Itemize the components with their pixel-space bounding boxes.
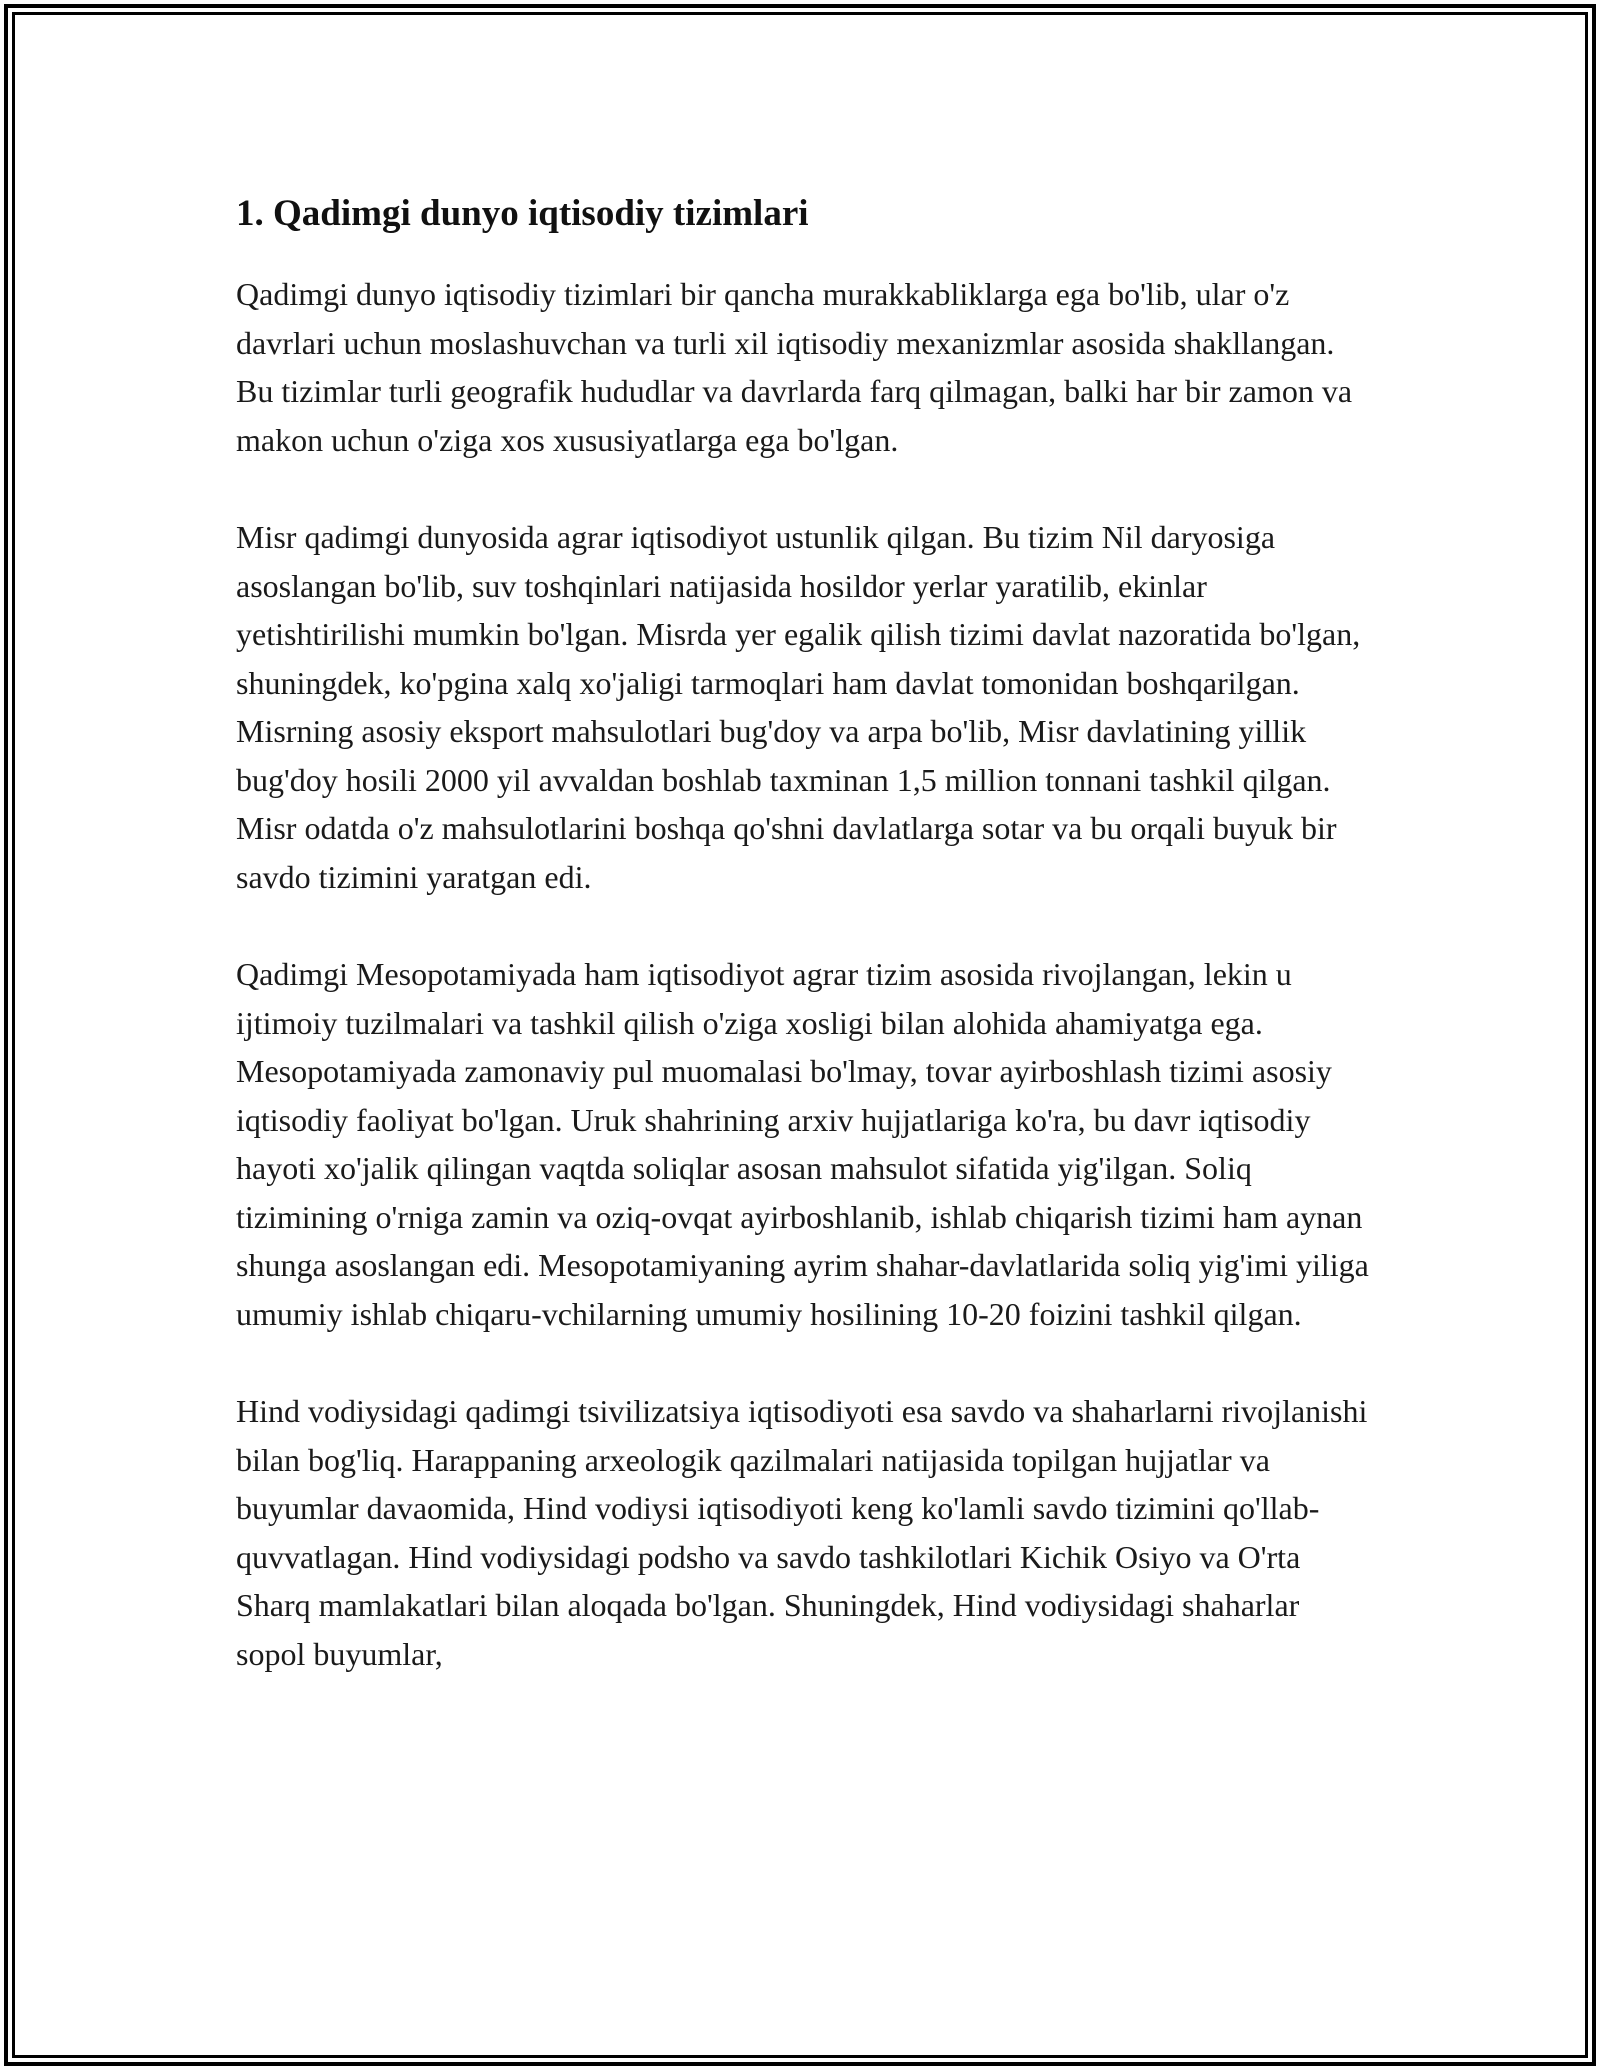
section-heading: 1. Qadimgi dunyo iqtisodiy tizimlari [236,193,809,234]
paragraph-indus-valley: Hind vodiysidagi qadimgi tsivilizatsiya iqtisodiyoti esa savdo va shaharlarni rivojlanishi bilan bog'liq. Harappaning arxeologik qazilmalari natijasida topilgan hujjatlar va buyumlar davaomida, Hind vodiysi iqtisodiyoti keng ko'lamli savdo tizimini qo'llab-quvvatlagan. Hind vodiysidagi podsho va savdo tashkilotlari Kichik Osiyo va O'rta Sharq mamlakatlari bilan aloqada bo'lgan. Shuningdek, Hind vodiysidagi shaharlar sopol buyumlar, [236,1393,1368,1672]
paragraph-egypt: Misr qadimgi dunyosida agrar iqtisodiyot ustunlik qilgan. Bu tizim Nil daryosiga asoslangan bo'lib, suv toshqinlari natijasida hosildor yerlar yaratilib, ekinlar yetishtirilishi mumkin bo'lgan. Misrda yer egalik qilish tizimi davlat nazoratida bo'lgan, shuningdek, ko'pgina xalq xo'jaligi tarmoqlari ham davlat tomonidan boshqarilgan. Misrning asosiy eksport mahsulotlari bug'doy va arpa bo'lib, Misr davlatining yillik bug'doy hosili 2000 yil avvaldan boshlab taxminan 1,5 million tonnani tashkil qilgan. Misr odatda o'z mahsulotlarini boshqa qo'shni davlatlarga sotar va bu orqali buyuk bir savdo tizimini yaratgan edi. [236,519,1361,895]
document-page [236,184,1376,1678]
paragraph-intro: Qadimgi dunyo iqtisodiy tizimlari bir qancha murakkabliklarga ega bo'lib, ular o'z davrlari uchun moslashuvchan va turli xil iqtisodiy mexanizmlar asosida shakllangan. Bu tizimlar turli geografik hududlar va davrlarda farq qilmagan, balki har bir zamon va makon uchun o'ziga xos xususiyatlarga ega bo'lgan. [236,276,1353,458]
paragraph-mesopotamia: Qadimgi Mesopotamiyada ham iqtisodiyot agrar tizim asosida rivojlangan, lekin u ijtimoiy tuzilmalari va tashkil qilish o'ziga xosligi bilan alohida ahamiyatga ega. Mesopotamiyada zamonaviy pul muomalasi bo'lmay, tovar ayirboshlash tizimi asosiy iqtisodiy faoliyat bo'lgan. Uruk shahrining arxiv hujjatlariga ko'ra, bu davr iqtisodiy hayoti xo'jalik qilingan vaqtda soliqlar asosan mahsulot sifatida yig'ilgan. Soliq tizimining o'rniga zamin va oziq-ovqat ayirboshlanib, ishlab chiqarish tizimi ham aynan shunga asoslangan edi. Mesopotamiyaning ayrim shahar-davlatlarida soliq yig'imi yiliga umumiy ishlab chiqaru-vchilarning umumiy hosilining 10-20 foizini tashkil qilgan. [236,956,1369,1332]
